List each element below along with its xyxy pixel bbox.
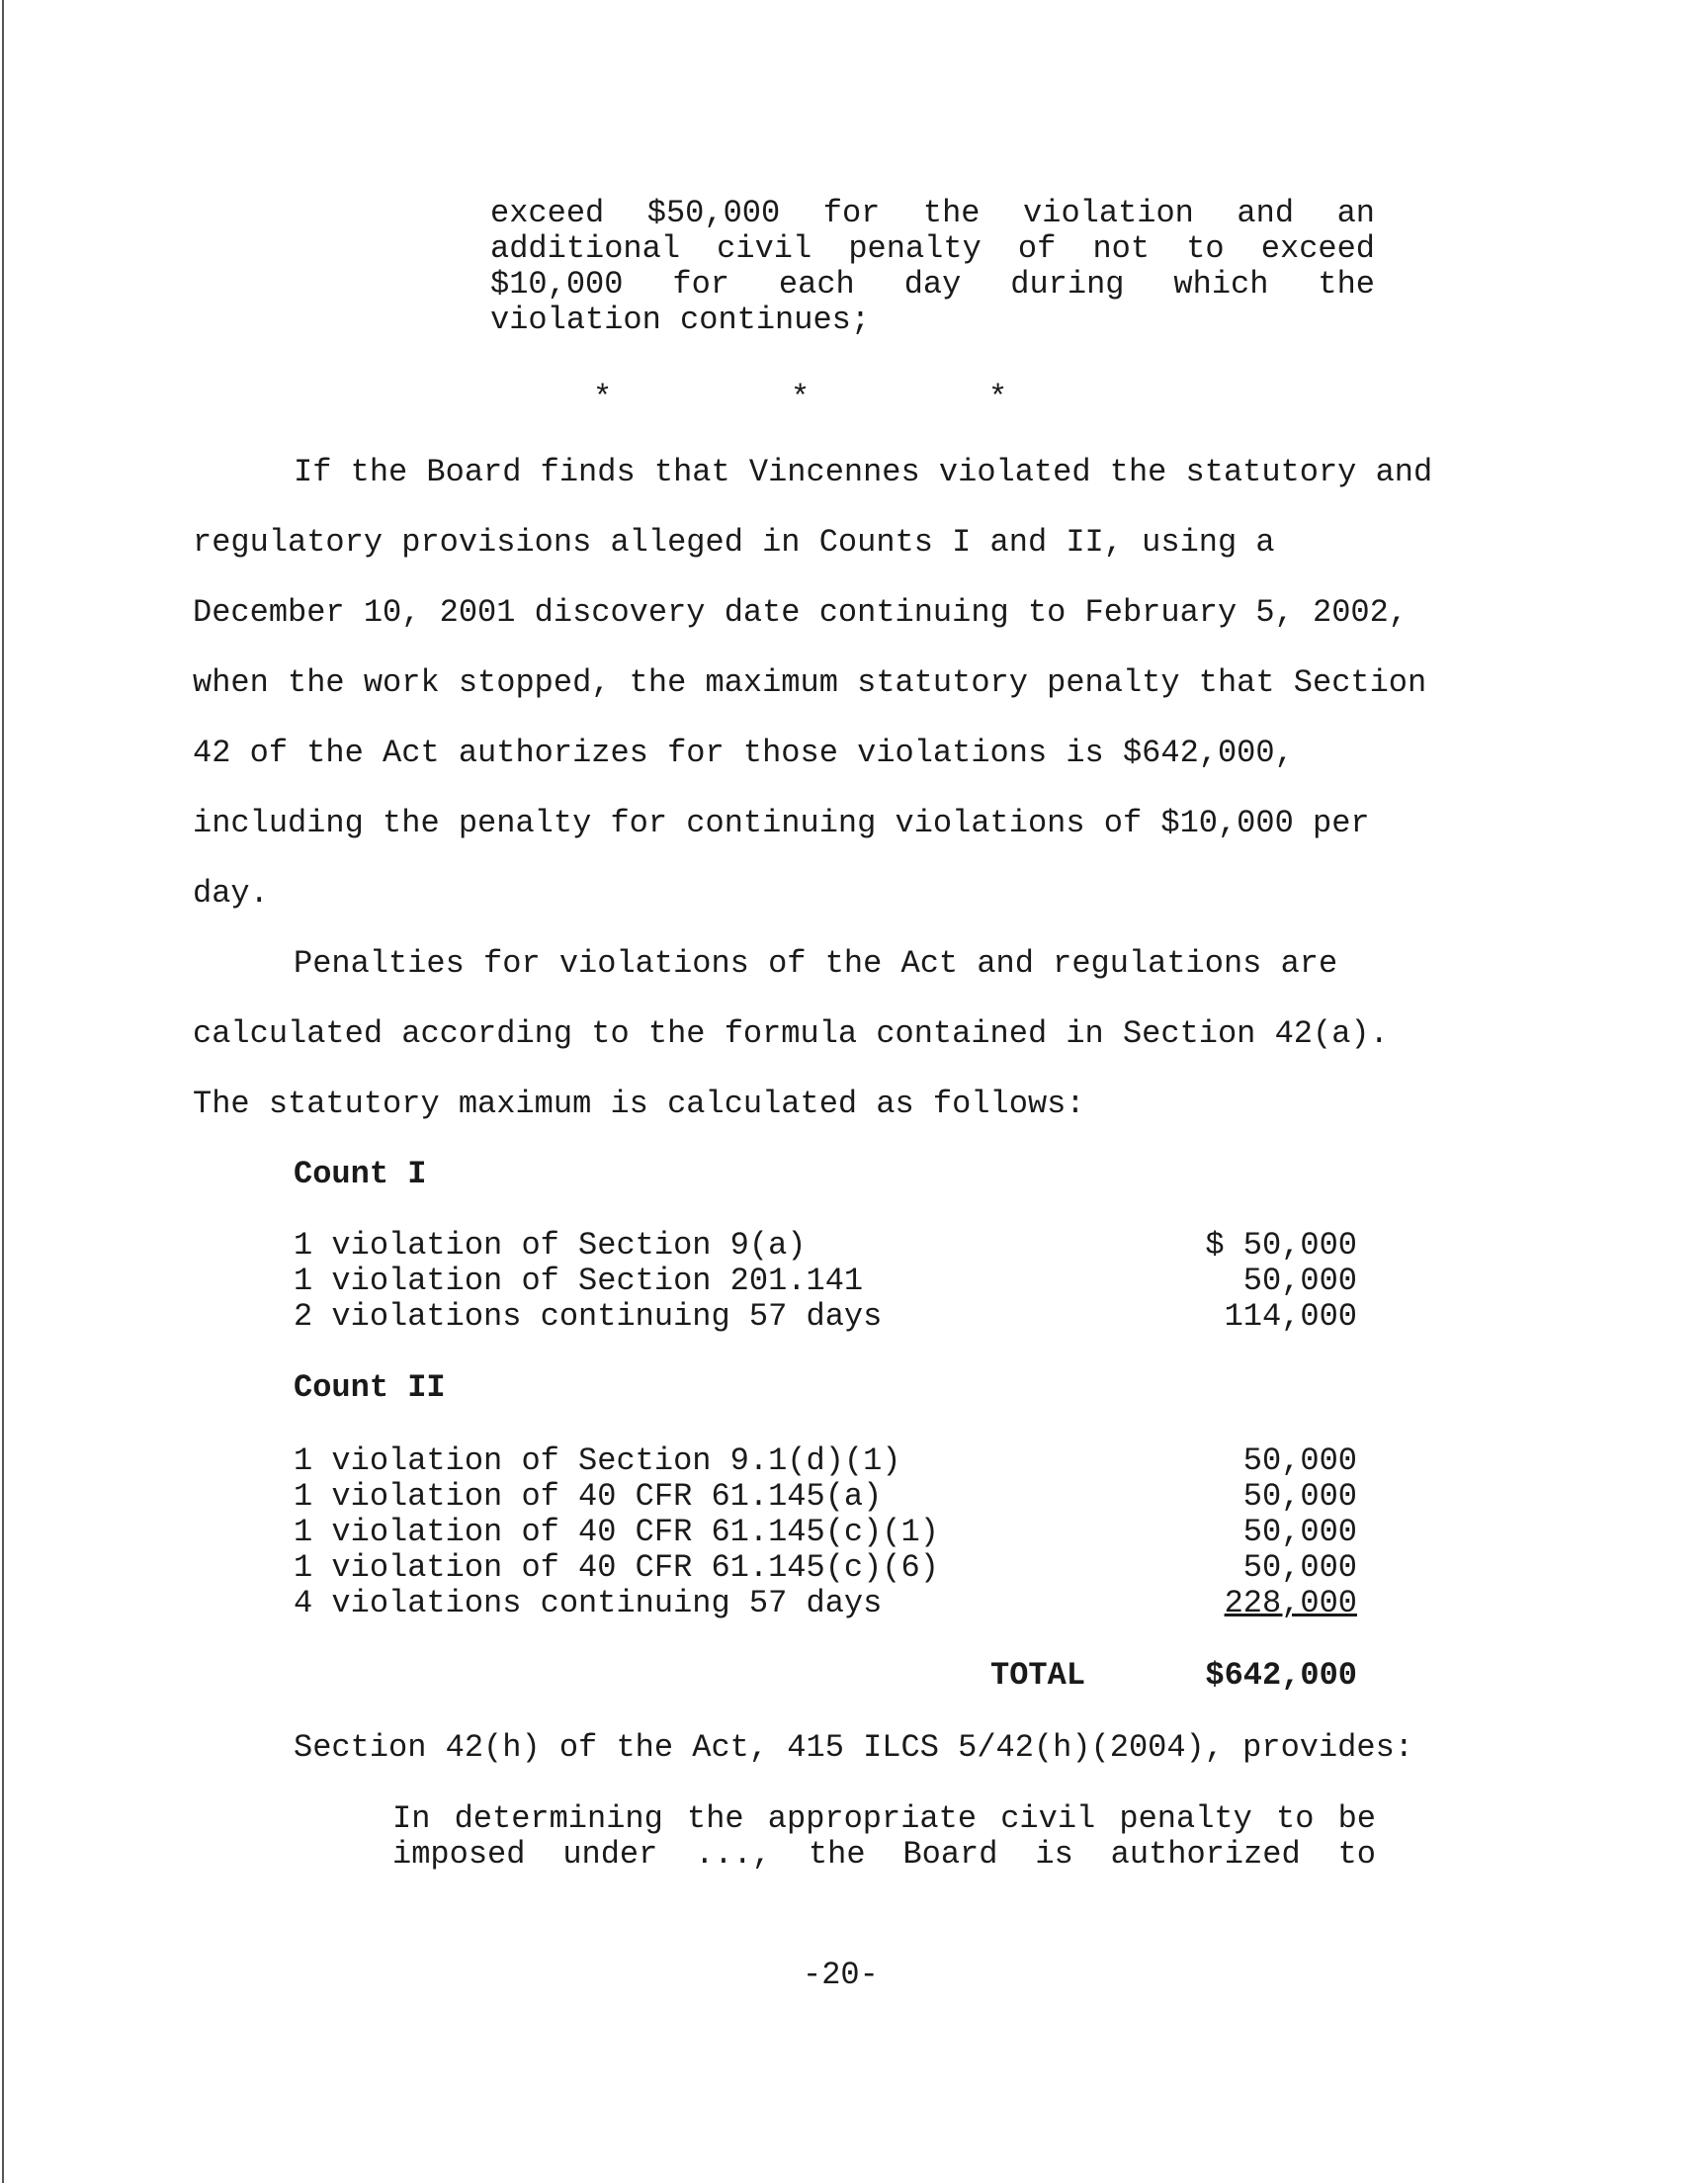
violation-label: 1 violation of 40 CFR 61.145(a) — [294, 1478, 883, 1515]
page-edge-line — [2, 0, 4, 2183]
separator-star: * — [791, 380, 811, 416]
violation-label: 1 violation of Section 9.1(d)(1) — [294, 1442, 901, 1479]
paragraph-line: calculated according to the formula contained in Section 42(a). — [193, 1015, 1389, 1052]
violation-label: 1 violation of Section 201.141 — [294, 1263, 864, 1299]
quote-line: violation continues; — [490, 302, 871, 338]
separator-star: * — [593, 380, 613, 416]
violation-label: 1 violation of 40 CFR 61.145(c)(6) — [294, 1549, 939, 1586]
violation-amount: 50,000 — [1242, 1478, 1357, 1515]
paragraph-line: including the penalty for continuing violations of $10,000 per — [193, 805, 1370, 841]
quote-line: $10,000 for each day during which the — [490, 266, 1375, 303]
violation-amount: 114,000 — [1224, 1298, 1357, 1335]
violation-amount: 50,000 — [1242, 1263, 1357, 1299]
paragraph-line: regulatory provisions alleged in Counts I and II, using a — [193, 524, 1275, 561]
paragraph-line: December 10, 2001 discovery date continuing to February 5, 2002, — [193, 594, 1408, 631]
quote-line: imposed under ..., the Board is authorized to — [392, 1836, 1376, 1873]
page-number: -20- — [803, 1957, 879, 1993]
separator-star: * — [988, 380, 1008, 416]
violation-label: 1 violation of Section 9(a) — [294, 1227, 807, 1264]
count-heading: Count I — [294, 1156, 427, 1192]
violation-amount: $ 50,000 — [1205, 1227, 1357, 1264]
paragraph-line: when the work stopped, the maximum statutory penalty that Section — [193, 664, 1427, 701]
paragraph-line: The statutory maximum is calculated as follows: — [193, 1086, 1085, 1122]
total-amount: $642,000 — [1205, 1657, 1357, 1694]
violation-label: 1 violation of 40 CFR 61.145(c)(1) — [294, 1514, 939, 1550]
violation-amount: 50,000 — [1242, 1514, 1357, 1550]
violation-label: 4 violations continuing 57 days — [294, 1585, 883, 1621]
quote-line: In determining the appropriate civil penalty to be — [392, 1800, 1376, 1837]
quote-line: exceed $50,000 for the violation and an — [490, 195, 1375, 231]
paragraph-section-42h: Section 42(h) of the Act, 415 ILCS 5/42(h)(2004), provides: — [294, 1729, 1413, 1766]
paragraph-line: If the Board finds that Vincennes violated the statutory and — [294, 454, 1433, 490]
violation-amount: 50,000 — [1242, 1549, 1357, 1586]
violation-amount: 50,000 — [1242, 1442, 1357, 1479]
count-heading: Count II — [294, 1369, 446, 1406]
paragraph-line: Penalties for violations of the Act and regulations are — [294, 945, 1338, 982]
total-label: TOTAL — [990, 1657, 1086, 1694]
violation-amount-subtotal: 228,000 — [1224, 1585, 1357, 1621]
paragraph-line: day. — [193, 875, 269, 912]
paragraph-line: 42 of the Act authorizes for those violations is $642,000, — [193, 735, 1294, 771]
quote-line: additional civil penalty of not to exceed — [490, 230, 1375, 267]
violation-label: 2 violations continuing 57 days — [294, 1298, 883, 1335]
